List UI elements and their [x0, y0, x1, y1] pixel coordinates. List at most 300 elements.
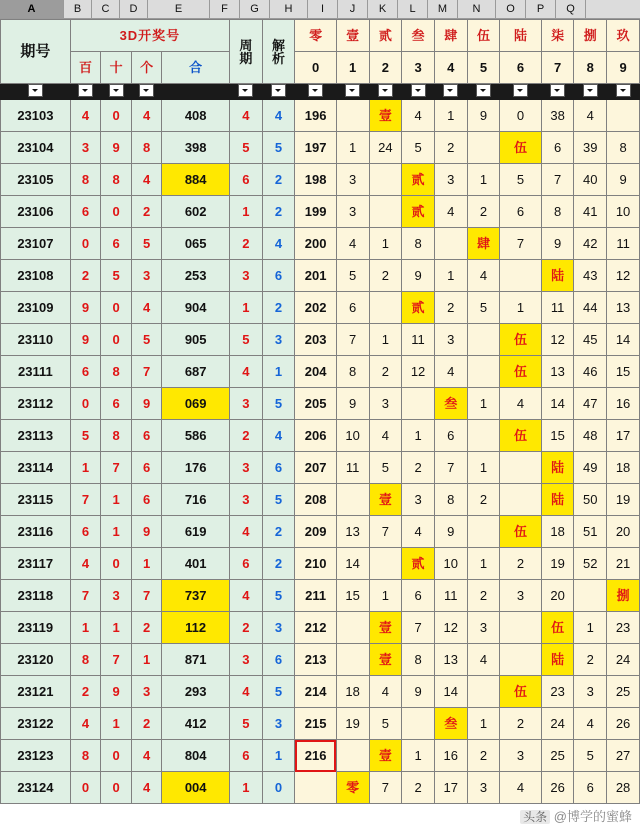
filter-cell-L[interactable]: [434, 84, 467, 100]
cell-value[interactable]: [467, 356, 500, 388]
cell-value[interactable]: [402, 388, 435, 420]
cell-jiexi[interactable]: 3: [262, 612, 295, 644]
cell-value[interactable]: 5: [500, 164, 541, 196]
cell-value[interactable]: 2: [500, 708, 541, 740]
cell-jiexi[interactable]: 4: [262, 228, 295, 260]
filter-cell-M[interactable]: [467, 84, 500, 100]
filter-dropdown-icon[interactable]: [378, 84, 393, 97]
cell-value[interactable]: 捌: [607, 580, 640, 612]
cell-index[interactable]: 215: [295, 708, 336, 740]
cell-he[interactable]: 716: [162, 484, 230, 516]
cell-shi[interactable]: 0: [101, 772, 132, 804]
cell-zhouqi[interactable]: 3: [229, 388, 262, 420]
cell-value[interactable]: 11: [336, 452, 369, 484]
cell-value[interactable]: 2: [369, 260, 402, 292]
cell-value[interactable]: 14: [541, 388, 574, 420]
cell-bai[interactable]: 6: [70, 356, 101, 388]
cell-value[interactable]: 44: [574, 292, 607, 324]
cell-bai[interactable]: 8: [70, 164, 101, 196]
cell-value[interactable]: 7: [369, 772, 402, 804]
cell-zhouqi[interactable]: 1: [229, 196, 262, 228]
cell-jiexi[interactable]: 5: [262, 388, 295, 420]
cell-value[interactable]: [369, 548, 402, 580]
cell-value[interactable]: 17: [434, 772, 467, 804]
cell-zhouqi[interactable]: 6: [229, 740, 262, 772]
cell-bai[interactable]: 3: [70, 132, 101, 164]
cell-value[interactable]: [500, 452, 541, 484]
cell-bai[interactable]: 1: [70, 452, 101, 484]
cell-value[interactable]: 2: [369, 356, 402, 388]
cell-ge[interactable]: 6: [131, 484, 162, 516]
cell-he[interactable]: 871: [162, 644, 230, 676]
cell-zhouqi[interactable]: 2: [229, 612, 262, 644]
cell-ge[interactable]: 2: [131, 708, 162, 740]
cell-index[interactable]: 206: [295, 420, 336, 452]
cell-qihao[interactable]: 23120: [1, 644, 71, 676]
cell-shi[interactable]: 5: [101, 260, 132, 292]
column-header-q[interactable]: Q: [556, 0, 586, 18]
cell-value[interactable]: 壹: [369, 644, 402, 676]
cell-value[interactable]: 贰: [402, 548, 435, 580]
cell-value[interactable]: 贰: [402, 292, 435, 324]
cell-zhouqi[interactable]: 4: [229, 516, 262, 548]
cell-value[interactable]: 3: [402, 484, 435, 516]
cell-bai[interactable]: 0: [70, 228, 101, 260]
cell-value[interactable]: 15: [541, 420, 574, 452]
cell-bai[interactable]: 6: [70, 196, 101, 228]
cell-value[interactable]: 16: [607, 388, 640, 420]
cell-qihao[interactable]: 23114: [1, 452, 71, 484]
cell-zhouqi[interactable]: 1: [229, 292, 262, 324]
cell-value[interactable]: 1: [402, 420, 435, 452]
cell-value[interactable]: 3: [500, 580, 541, 612]
cell-value[interactable]: 3: [467, 772, 500, 804]
cell-value[interactable]: 41: [574, 196, 607, 228]
cell-value[interactable]: 45: [574, 324, 607, 356]
cell-qihao[interactable]: 23110: [1, 324, 71, 356]
cell-ge[interactable]: 5: [131, 228, 162, 260]
cell-value[interactable]: 壹: [369, 612, 402, 644]
cell-value[interactable]: 3: [434, 164, 467, 196]
cell-value[interactable]: 贰: [402, 164, 435, 196]
column-header-bar[interactable]: [0, 0, 640, 19]
cell-bai[interactable]: 4: [70, 708, 101, 740]
cell-value[interactable]: 3: [336, 196, 369, 228]
cell-value[interactable]: [467, 516, 500, 548]
cell-shi[interactable]: 1: [101, 708, 132, 740]
cell-he[interactable]: 112: [162, 612, 230, 644]
column-header-n[interactable]: N: [458, 0, 496, 18]
filter-dropdown-icon[interactable]: [271, 84, 286, 97]
cell-value[interactable]: 4: [574, 708, 607, 740]
cell-value[interactable]: 15: [336, 580, 369, 612]
cell-value[interactable]: 13: [336, 516, 369, 548]
cell-bai[interactable]: 8: [70, 644, 101, 676]
column-header-i[interactable]: I: [308, 0, 338, 18]
cell-value[interactable]: 1: [467, 388, 500, 420]
cell-value[interactable]: [369, 292, 402, 324]
cell-value[interactable]: [336, 612, 369, 644]
cell-value[interactable]: 1: [369, 324, 402, 356]
cell-index[interactable]: 203: [295, 324, 336, 356]
cell-qihao[interactable]: 23123: [1, 740, 71, 772]
cell-qihao[interactable]: 23115: [1, 484, 71, 516]
cell-jiexi[interactable]: 3: [262, 324, 295, 356]
cell-value[interactable]: 20: [607, 516, 640, 548]
cell-value[interactable]: 14: [607, 324, 640, 356]
filter-dropdown-icon[interactable]: [616, 84, 631, 97]
cell-zhouqi[interactable]: 6: [229, 548, 262, 580]
cell-zhouqi[interactable]: 6: [229, 164, 262, 196]
cell-value[interactable]: 伍: [500, 132, 541, 164]
cell-index[interactable]: 210: [295, 548, 336, 580]
cell-qihao[interactable]: 23111: [1, 356, 71, 388]
cell-value[interactable]: [402, 708, 435, 740]
cell-index[interactable]: 212: [295, 612, 336, 644]
filter-cell-B[interactable]: [70, 84, 101, 100]
column-header-e[interactable]: E: [148, 0, 210, 18]
cell-value[interactable]: 26: [541, 772, 574, 804]
cell-value[interactable]: 48: [574, 420, 607, 452]
cell-qihao[interactable]: 23109: [1, 292, 71, 324]
cell-he[interactable]: 904: [162, 292, 230, 324]
cell-value[interactable]: 壹: [369, 100, 402, 132]
cell-bai[interactable]: 2: [70, 676, 101, 708]
cell-qihao[interactable]: 23106: [1, 196, 71, 228]
cell-ge[interactable]: 4: [131, 740, 162, 772]
cell-value[interactable]: 8: [402, 644, 435, 676]
cell-qihao[interactable]: 23118: [1, 580, 71, 612]
cell-value[interactable]: 3: [434, 324, 467, 356]
cell-value[interactable]: 2: [434, 132, 467, 164]
cell-value[interactable]: [434, 228, 467, 260]
cell-value[interactable]: 肆: [467, 228, 500, 260]
cell-value[interactable]: [500, 260, 541, 292]
cell-zhouqi[interactable]: 2: [229, 420, 262, 452]
cell-value[interactable]: 1: [402, 740, 435, 772]
filter-dropdown-icon[interactable]: [238, 84, 253, 97]
cell-value[interactable]: 19: [607, 484, 640, 516]
cell-bai[interactable]: 7: [70, 580, 101, 612]
cell-value[interactable]: 17: [607, 420, 640, 452]
cell-ge[interactable]: 7: [131, 356, 162, 388]
cell-value[interactable]: 伍: [500, 676, 541, 708]
cell-value[interactable]: 6: [541, 132, 574, 164]
cell-index[interactable]: 200: [295, 228, 336, 260]
cell-value[interactable]: 13: [607, 292, 640, 324]
cell-index[interactable]: 204: [295, 356, 336, 388]
cell-value[interactable]: 9: [434, 516, 467, 548]
cell-zhouqi[interactable]: 5: [229, 324, 262, 356]
cell-bai[interactable]: 9: [70, 324, 101, 356]
cell-value[interactable]: [500, 612, 541, 644]
cell-value[interactable]: 2: [402, 452, 435, 484]
cell-value[interactable]: 10: [336, 420, 369, 452]
cell-ge[interactable]: 8: [131, 132, 162, 164]
cell-index[interactable]: 211: [295, 580, 336, 612]
filter-dropdown-icon[interactable]: [109, 84, 124, 97]
cell-value[interactable]: 18: [541, 516, 574, 548]
cell-value[interactable]: 52: [574, 548, 607, 580]
cell-value[interactable]: 3: [467, 612, 500, 644]
cell-value[interactable]: 2: [467, 580, 500, 612]
cell-jiexi[interactable]: 6: [262, 452, 295, 484]
column-header-p[interactable]: P: [526, 0, 556, 18]
cell-index[interactable]: 207: [295, 452, 336, 484]
cell-bai[interactable]: 0: [70, 388, 101, 420]
cell-qihao[interactable]: 23117: [1, 548, 71, 580]
cell-value[interactable]: 伍: [541, 612, 574, 644]
cell-shi[interactable]: 6: [101, 228, 132, 260]
cell-ge[interactable]: 3: [131, 676, 162, 708]
cell-value[interactable]: 1: [369, 228, 402, 260]
cell-value[interactable]: 1: [467, 452, 500, 484]
cell-value[interactable]: 11: [402, 324, 435, 356]
cell-ge[interactable]: 1: [131, 548, 162, 580]
cell-index[interactable]: [295, 772, 336, 804]
cell-value[interactable]: 11: [607, 228, 640, 260]
cell-ge[interactable]: 4: [131, 772, 162, 804]
cell-jiexi[interactable]: 0: [262, 772, 295, 804]
cell-value[interactable]: 47: [574, 388, 607, 420]
cell-value[interactable]: 2: [467, 196, 500, 228]
cell-shi[interactable]: 1: [101, 516, 132, 548]
cell-shi[interactable]: 9: [101, 132, 132, 164]
cell-value[interactable]: 4: [434, 356, 467, 388]
cell-value[interactable]: 24: [369, 132, 402, 164]
cell-value[interactable]: 11: [434, 580, 467, 612]
cell-value[interactable]: 49: [574, 452, 607, 484]
filter-cell-N[interactable]: [500, 84, 541, 100]
filter-cell-E[interactable]: [162, 84, 230, 100]
cell-value[interactable]: 3: [369, 388, 402, 420]
cell-value[interactable]: 1: [369, 580, 402, 612]
cell-qihao[interactable]: 23108: [1, 260, 71, 292]
cell-jiexi[interactable]: 4: [262, 420, 295, 452]
filter-cell-C[interactable]: [101, 84, 132, 100]
column-header-m[interactable]: M: [428, 0, 458, 18]
cell-value[interactable]: 2: [500, 548, 541, 580]
cell-value[interactable]: 6: [574, 772, 607, 804]
cell-shi[interactable]: 0: [101, 740, 132, 772]
cell-bai[interactable]: 5: [70, 420, 101, 452]
cell-he[interactable]: 065: [162, 228, 230, 260]
cell-value[interactable]: [336, 484, 369, 516]
filter-dropdown-icon[interactable]: [443, 84, 458, 97]
cell-value[interactable]: 9: [336, 388, 369, 420]
cell-value[interactable]: 11: [541, 292, 574, 324]
cell-value[interactable]: 壹: [369, 740, 402, 772]
cell-bai[interactable]: 1: [70, 612, 101, 644]
cell-value[interactable]: 23: [607, 612, 640, 644]
cell-value[interactable]: 0: [500, 100, 541, 132]
cell-value[interactable]: 40: [574, 164, 607, 196]
cell-value[interactable]: 7: [541, 164, 574, 196]
filter-dropdown-icon[interactable]: [583, 84, 598, 97]
cell-value[interactable]: 7: [369, 516, 402, 548]
cell-zhouqi[interactable]: 4: [229, 100, 262, 132]
cell-jiexi[interactable]: 2: [262, 516, 295, 548]
cell-value[interactable]: 4: [402, 516, 435, 548]
cell-shi[interactable]: 8: [101, 356, 132, 388]
cell-value[interactable]: 9: [467, 100, 500, 132]
cell-ge[interactable]: 6: [131, 420, 162, 452]
cell-he[interactable]: 602: [162, 196, 230, 228]
cell-qihao[interactable]: 23113: [1, 420, 71, 452]
cell-value[interactable]: 5: [369, 708, 402, 740]
cell-value[interactable]: 14: [336, 548, 369, 580]
cell-zhouqi[interactable]: 5: [229, 132, 262, 164]
cell-zhouqi[interactable]: 3: [229, 260, 262, 292]
cell-qihao[interactable]: 23107: [1, 228, 71, 260]
cell-he[interactable]: 905: [162, 324, 230, 356]
cell-shi[interactable]: 7: [101, 644, 132, 676]
cell-shi[interactable]: 0: [101, 548, 132, 580]
cell-value[interactable]: 3: [574, 676, 607, 708]
cell-shi[interactable]: 1: [101, 484, 132, 516]
cell-value[interactable]: 1: [434, 260, 467, 292]
cell-ge[interactable]: 6: [131, 452, 162, 484]
cell-value[interactable]: [467, 420, 500, 452]
cell-value[interactable]: 2: [574, 644, 607, 676]
cell-he[interactable]: 293: [162, 676, 230, 708]
filter-dropdown-icon[interactable]: [345, 84, 360, 97]
column-header-a[interactable]: A: [0, 0, 64, 18]
cell-ge[interactable]: 2: [131, 612, 162, 644]
cell-qihao[interactable]: 23103: [1, 100, 71, 132]
cell-he[interactable]: 069: [162, 388, 230, 420]
column-header-l[interactable]: L: [398, 0, 428, 18]
cell-value[interactable]: 2: [467, 484, 500, 516]
cell-value[interactable]: 24: [607, 644, 640, 676]
column-header-j[interactable]: J: [338, 0, 368, 18]
cell-index[interactable]: 196: [295, 100, 336, 132]
cell-zhouqi[interactable]: 4: [229, 676, 262, 708]
cell-value[interactable]: 39: [574, 132, 607, 164]
cell-value[interactable]: [369, 196, 402, 228]
cell-ge[interactable]: 9: [131, 516, 162, 548]
cell-he[interactable]: 687: [162, 356, 230, 388]
cell-he[interactable]: 412: [162, 708, 230, 740]
filter-cell-I[interactable]: [336, 84, 369, 100]
column-header-b[interactable]: B: [64, 0, 92, 18]
cell-value[interactable]: 8: [607, 132, 640, 164]
cell-value[interactable]: 1: [434, 100, 467, 132]
cell-value[interactable]: 陆: [541, 644, 574, 676]
filter-row[interactable]: [1, 84, 640, 100]
cell-ge[interactable]: 1: [131, 644, 162, 676]
cell-zhouqi[interactable]: 4: [229, 356, 262, 388]
cell-value[interactable]: 7: [336, 324, 369, 356]
cell-index[interactable]: 214: [295, 676, 336, 708]
cell-value[interactable]: 伍: [500, 356, 541, 388]
cell-value[interactable]: 8: [336, 356, 369, 388]
cell-shi[interactable]: 1: [101, 612, 132, 644]
cell-value[interactable]: [574, 580, 607, 612]
cell-bai[interactable]: 9: [70, 292, 101, 324]
cell-value[interactable]: 1: [336, 132, 369, 164]
cell-value[interactable]: 陆: [541, 260, 574, 292]
cell-value[interactable]: 6: [500, 196, 541, 228]
cell-he[interactable]: 737: [162, 580, 230, 612]
filter-dropdown-icon[interactable]: [550, 84, 565, 97]
cell-index[interactable]: 209: [295, 516, 336, 548]
cell-bai[interactable]: 6: [70, 516, 101, 548]
cell-value[interactable]: 1: [467, 708, 500, 740]
cell-jiexi[interactable]: 2: [262, 548, 295, 580]
cell-he[interactable]: 253: [162, 260, 230, 292]
cell-value[interactable]: [336, 644, 369, 676]
cell-jiexi[interactable]: 2: [262, 292, 295, 324]
cell-value[interactable]: 4: [336, 228, 369, 260]
cell-value[interactable]: 13: [434, 644, 467, 676]
cell-value[interactable]: 1: [467, 548, 500, 580]
cell-bai[interactable]: 7: [70, 484, 101, 516]
cell-he[interactable]: 884: [162, 164, 230, 196]
cell-value[interactable]: 4: [500, 388, 541, 420]
cell-value[interactable]: 5: [336, 260, 369, 292]
cell-value[interactable]: 伍: [500, 420, 541, 452]
cell-ge[interactable]: 4: [131, 164, 162, 196]
cell-qihao[interactable]: 23124: [1, 772, 71, 804]
filter-dropdown-icon[interactable]: [28, 84, 43, 97]
cell-value[interactable]: 7: [434, 452, 467, 484]
filter-cell-Q[interactable]: [607, 84, 640, 100]
cell-zhouqi[interactable]: 3: [229, 644, 262, 676]
cell-value[interactable]: [336, 100, 369, 132]
cell-jiexi[interactable]: 5: [262, 132, 295, 164]
cell-value[interactable]: 28: [607, 772, 640, 804]
cell-value[interactable]: 20: [541, 580, 574, 612]
cell-jiexi[interactable]: 4: [262, 100, 295, 132]
cell-value[interactable]: 陆: [541, 484, 574, 516]
cell-value[interactable]: 18: [336, 676, 369, 708]
cell-value[interactable]: 9: [541, 228, 574, 260]
cell-value[interactable]: 51: [574, 516, 607, 548]
cell-value[interactable]: 8: [541, 196, 574, 228]
cell-jiexi[interactable]: 5: [262, 580, 295, 612]
cell-value[interactable]: 9: [402, 260, 435, 292]
column-header-h[interactable]: H: [270, 0, 308, 18]
cell-value[interactable]: 43: [574, 260, 607, 292]
filter-cell-F[interactable]: [229, 84, 262, 100]
cell-value[interactable]: 12: [541, 324, 574, 356]
cell-value[interactable]: [467, 132, 500, 164]
cell-value[interactable]: 4: [574, 100, 607, 132]
filter-cell-A[interactable]: [1, 84, 71, 100]
cell-value[interactable]: 38: [541, 100, 574, 132]
cell-qihao[interactable]: 23119: [1, 612, 71, 644]
cell-he[interactable]: 176: [162, 452, 230, 484]
cell-index[interactable]: 202: [295, 292, 336, 324]
cell-zhouqi[interactable]: 1: [229, 772, 262, 804]
filter-dropdown-icon[interactable]: [476, 84, 491, 97]
cell-jiexi[interactable]: 5: [262, 484, 295, 516]
cell-value[interactable]: 伍: [500, 516, 541, 548]
cell-shi[interactable]: 0: [101, 292, 132, 324]
cell-he[interactable]: 619: [162, 516, 230, 548]
cell-value[interactable]: 3: [500, 740, 541, 772]
cell-qihao[interactable]: 23122: [1, 708, 71, 740]
cell-value[interactable]: 16: [434, 740, 467, 772]
cell-shi[interactable]: 0: [101, 100, 132, 132]
cell-value[interactable]: 25: [541, 740, 574, 772]
filter-cell-J[interactable]: [369, 84, 402, 100]
cell-value[interactable]: 14: [434, 676, 467, 708]
filter-cell-H[interactable]: [295, 84, 336, 100]
cell-shi[interactable]: 0: [101, 324, 132, 356]
cell-value[interactable]: 5: [369, 452, 402, 484]
